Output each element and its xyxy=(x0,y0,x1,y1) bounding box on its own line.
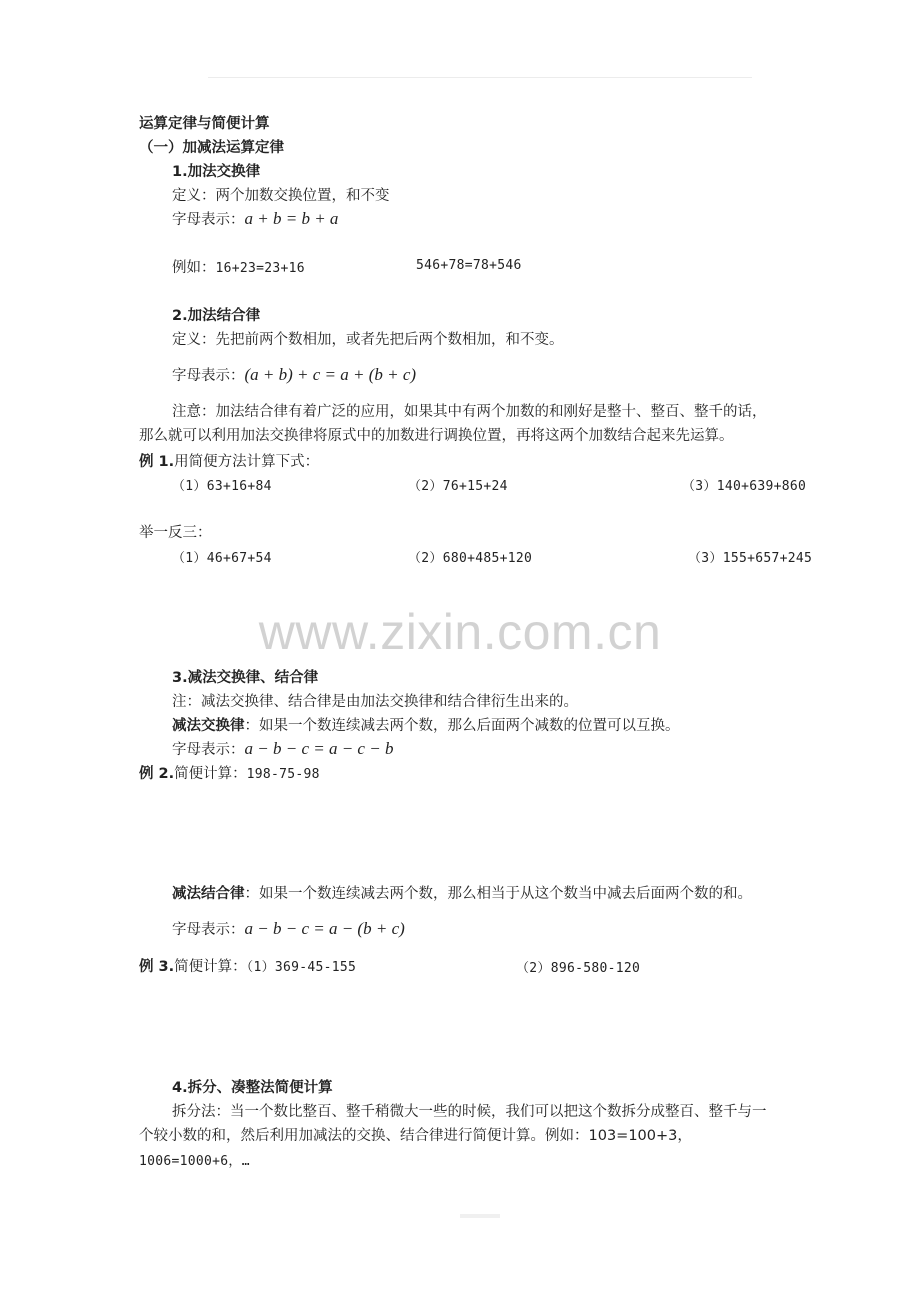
formula-sub-commutative: a − b − c = a − c − b xyxy=(244,739,394,758)
note-line-1: 注意：加法结合律有着广泛的应用，如果其中有两个加数的和刚好是整十、整百、整千的话， xyxy=(172,404,767,420)
letter-form-add-associative xyxy=(172,364,416,385)
letter-form-sub-associative xyxy=(172,918,405,939)
example-add-commutative xyxy=(172,256,305,277)
letter-form-add-commutative xyxy=(172,208,338,229)
split-para-line-2: 个较小数的和，然后利用加减法的交换、结合律进行简便计算。例如：103=100+3， xyxy=(139,1128,692,1144)
example-a: 16+23=23+16 xyxy=(215,261,305,276)
practice-item: （2）680+485+120 xyxy=(408,551,533,566)
term-sub-commutative: 减法交换律 xyxy=(172,718,245,734)
practice-label: 举一反三： xyxy=(139,525,212,541)
practice-item: （1）46+67+54 xyxy=(172,551,272,566)
letter-form-label: 字母表示： xyxy=(172,742,245,758)
heading-sub-laws: 3.减法交换律、结合律 xyxy=(172,670,319,686)
def-sub-associative: ：如果一个数连续减去两个数，那么相当于从这个数当中减去后面两个数的和。 xyxy=(244,886,752,902)
letter-form-label: 字母表示： xyxy=(172,922,245,938)
header-rule xyxy=(208,77,752,78)
letter-form-label: 字母表示： xyxy=(172,212,245,228)
example-3-item: （2）896-580-120 xyxy=(516,961,641,976)
example-1-prompt: 用简便方法计算下式： xyxy=(174,454,320,470)
split-para-line-3: 1006=1000+6，… xyxy=(139,1154,250,1169)
example-label: 例如： xyxy=(172,260,216,276)
formula-sub-associative: a − b − c = a − (b + c) xyxy=(244,919,405,938)
watermark: www.zixin.com.cn xyxy=(258,604,662,660)
term-sub-associative: 减法结合律 xyxy=(172,886,245,902)
section-heading-addsub: （一）加减法运算定律 xyxy=(139,140,284,156)
example-1-item: （3）140+639+860 xyxy=(682,479,807,494)
def-sub-commutative: ：如果一个数连续减去两个数，那么后面两个减数的位置可以互换。 xyxy=(244,718,680,734)
note-line-2: 那么就可以利用加法交换律将原式中的加数进行调换位置，再将这两个加数结合起来先运算。 xyxy=(139,428,734,444)
heading-add-commutative: 1.加法交换律 xyxy=(172,164,261,180)
example-2-label: 例 2. xyxy=(139,766,175,782)
heading-add-associative: 2.加法结合律 xyxy=(172,308,261,324)
example-2-line xyxy=(139,762,320,783)
example-3-line xyxy=(139,955,356,976)
example-2-prompt: 简便计算： xyxy=(174,766,247,782)
example-1-item: （2）76+15+24 xyxy=(408,479,508,494)
definition-add-commutative: 定义：两个加数交换位置，和不变 xyxy=(172,188,390,204)
example-1-item: （1）63+16+84 xyxy=(172,479,272,494)
example-2-expr: 198-75-98 xyxy=(246,767,320,782)
formula-add-commutative: a + b = b + a xyxy=(244,209,339,228)
example-1-line xyxy=(139,450,319,471)
definition-sub-associative xyxy=(172,882,752,903)
split-para-line-1: 拆分法：当一个数比整百、整千稍微大一些的时候，我们可以把这个数拆分成整百、整千与一 xyxy=(172,1104,767,1120)
definition-sub-commutative xyxy=(172,714,680,735)
note-sub-laws: 注：减法交换律、结合律是由加法交换律和结合律衍生出来的。 xyxy=(172,694,578,710)
example-3-item: （1）369-45-155 xyxy=(246,960,357,975)
example-3-label: 例 3. xyxy=(139,959,175,975)
letter-form-sub-commutative xyxy=(172,738,393,759)
definition-add-associative: 定义：先把前两个数相加，或者先把后两个数相加，和不变。 xyxy=(172,332,564,348)
letter-form-label: 字母表示： xyxy=(172,368,245,384)
heading-split-round: 4.拆分、凑整法简便计算 xyxy=(172,1080,333,1096)
practice-item: （3）155+657+245 xyxy=(688,551,813,566)
document-title: 运算定律与简便计算 xyxy=(139,116,270,132)
example-3-prompt: 简便计算： xyxy=(174,959,247,975)
example-b: 546+78=78+546 xyxy=(416,258,522,273)
footer-mark xyxy=(460,1214,500,1218)
example-1-label: 例 1. xyxy=(139,454,175,470)
formula-add-associative: (a + b) + c = a + (b + c) xyxy=(244,365,417,384)
